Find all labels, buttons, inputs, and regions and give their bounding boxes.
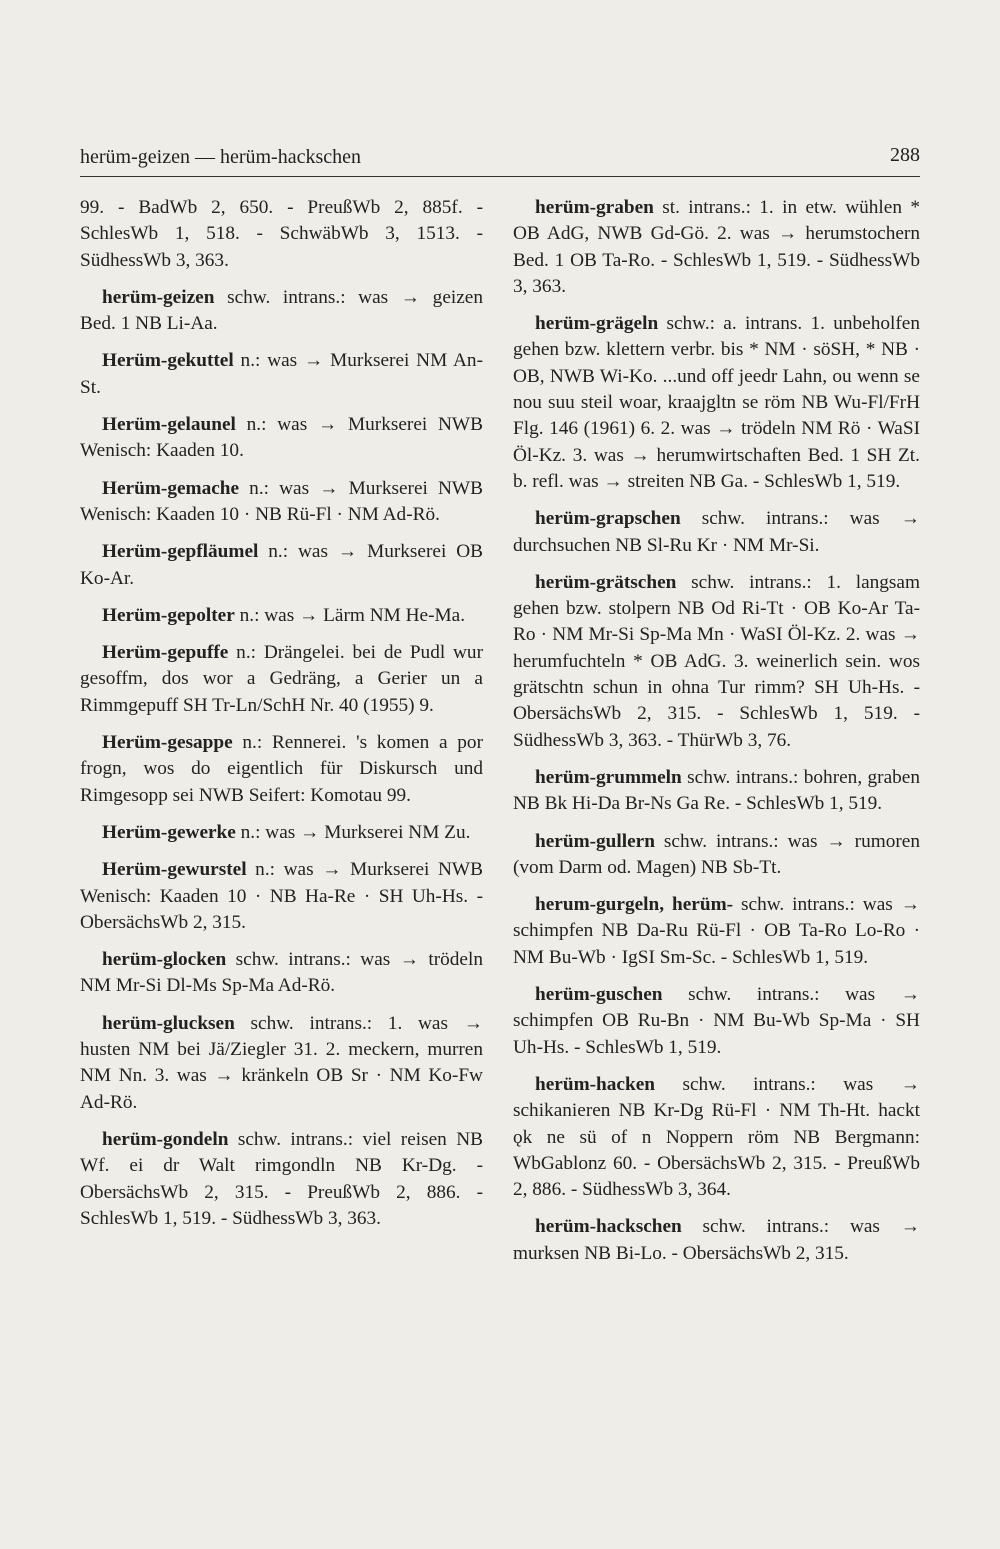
entry-text: schw. intrans.: was → schikanieren NB Kr-Dg Rü-Fl · NM Th-Ht. hackt ǫk ne sü of n Noppern röm NB Bergmann: WbGablonz 60. - ObersächsWb 2, 315. - PreußWb 2, 886. - SüdhessWb 3, 364. (513, 1073, 920, 1201)
entry-lemma: herüm-glucksen (102, 1012, 235, 1034)
entry-lemma: herüm-geizen (102, 286, 215, 308)
entry-text: schw. intrans.: was → schimpfen OB Ru-Bn · NM Bu-Wb Sp-Ma · SH Uh-Hs. - SchlesWb 1, 519. (513, 984, 920, 1058)
entry-text: n.: was → Murkserei NM Zu. (235, 821, 471, 843)
dictionary-entry (513, 982, 920, 1061)
dictionary-entry (513, 570, 920, 754)
entry-lemma: herum-gurgeln, herüm- (535, 894, 734, 916)
entry-lemma: Herüm-gepfläumel (102, 541, 259, 563)
entry-lemma: Herüm-gewerke (102, 821, 236, 843)
entry-lemma: herüm-gondeln (102, 1128, 229, 1150)
entry-lemma: herüm-grägeln (535, 313, 659, 335)
entry-lemma: Herüm-gepuffe (102, 642, 229, 664)
entry-lemma: herüm-glocken (102, 949, 227, 971)
entry-lemma: herüm-graben (535, 197, 654, 218)
dictionary-entry (80, 195, 483, 274)
left-column (80, 195, 483, 1243)
entry-text: n.: was → Murkserei NWB Wenisch: Kaaden 10 · NB Rü-Fl · NM Ad-Rö. (80, 477, 483, 525)
entry-text: schw. intrans.: was → geizen Bed. 1 NB Li-Aa. (80, 286, 483, 335)
entry-text: n.: was → Murkserei NWB Wenisch: Kaaden 10 · NB Ha-Re · SH Uh-Hs. - ObersächsWb 2, 315. (80, 859, 483, 933)
entry-lemma: herüm-hacken (535, 1073, 655, 1095)
dictionary-entry (513, 195, 920, 300)
running-title: herüm-geizen — herüm-hackschen (80, 146, 361, 168)
dictionary-entry (80, 857, 483, 936)
entry-lemma: Herüm-gemache (102, 477, 240, 499)
dictionary-entry (80, 603, 483, 629)
entry-text: n.: was → Murkserei NM An-St. (80, 350, 483, 398)
entry-lemma: herüm-guschen (535, 984, 663, 1006)
entry-lemma: herüm-hackschen (535, 1216, 682, 1238)
entry-lemma: Herüm-gelaunel (102, 414, 236, 436)
entry-text: n.: Drängelei. bei de Pudl wur gesoffm, dos wor a Gedräng, a Gerier un a Rimmgepuff SH Tr-Ln/SchH Nr. 40 (1955) 9. (80, 642, 483, 716)
entry-lemma: Herüm-gepolter (102, 604, 235, 626)
entry-text: schw. intrans.: bohren, graben NB Bk Hi-Da Br-Ns Ga Re. - SchlesWb 1, 519. (513, 766, 920, 815)
entry-text: schw. intrans.: was → rumoren (vom Darm od. Magen) NB Sb-Tt. (513, 830, 920, 878)
entry-lemma: herüm-grummeln (535, 766, 682, 788)
dictionary-entry (80, 820, 483, 846)
entry-text: schw. intrans.: 1. langsam gehen bzw. stolpern NB Od Ri-Tt · OB Ko-Ar Ta-Ro · NM Mr-Si Sp-Ma Mn · WaSI Öl-Kz. 2. was → herumfuchteln * OB AdG. 3. weinerlich sein. wos grätschtn schun in ohna Tur rimm? SH Uh-Hs. - ObersächsWb 2, 315. - SchlesWb 1, 519. - SüdhessWb 3, 363. - ThürWb 3, 76. (513, 571, 920, 751)
entry-text: schw. intrans.: was → trödeln NM Mr-Si Dl-Ms Sp-Ma Ad-Rö. (80, 949, 483, 997)
entry-text: schw.: a. intrans. 1. unbeholfen gehen bzw. klettern verbr. bis * NM · söSH, * NB · OB, NWB Wi-Ko. ...und off jeedr Lahn, ou wenn se nou suu steil woar, kraajgltn se röm NB Wu-Fl/FrH Flg. 146 (1961) 6. 2. was → trödeln NM Rö · WaSI Öl-Kz. 3. was → herumwirtschaften Bed. 1 SH Zt. b. refl. was → streiten NB Ga. - SchlesWb 1, 519. (513, 313, 920, 492)
page-number: 288 (890, 144, 920, 166)
entry-text: n.: was → Murkserei NWB Wenisch: Kaaden 10. (80, 414, 483, 462)
dictionary-entry (80, 476, 483, 529)
page-header (80, 140, 920, 177)
entry-text: schw. intrans.: was → murksen NB Bi-Lo. - ObersächsWb 2, 315. (513, 1216, 920, 1264)
dictionary-entry (513, 829, 920, 882)
dictionary-entry (80, 539, 483, 592)
entry-lemma: herüm-grapschen (535, 508, 681, 530)
entry-text: 99. - BadWb 2, 650. - PreußWb 2, 885f. - SchlesWb 1, 518. - SchwäbWb 3, 1513. - SüdhessWb 3, 363. (80, 197, 483, 271)
entry-text: n.: was → Murkserei OB Ko-Ar. (80, 541, 483, 589)
dictionary-entry (80, 640, 483, 719)
dictionary-entry (80, 412, 483, 465)
dictionary-entry (513, 1072, 920, 1203)
dictionary-entry (513, 506, 920, 559)
dictionary-entry (80, 730, 483, 809)
dictionary-entry (513, 892, 920, 971)
entry-text: n.: was → Lärm NM He-Ma. (234, 604, 466, 626)
dictionary-entry (80, 947, 483, 1000)
dictionary-entry (80, 348, 483, 401)
entry-text: schw. intrans.: 1. was → husten NM bei Jä/Ziegler 31. 2. meckern, murren NM Nn. 3. was → kränkeln OB Sr · NM Ko-Fw Ad-Rö. (80, 1012, 483, 1113)
entry-text: schw. intrans.: was → schimpfen NB Da-Ru Rü-Fl · OB Ta-Ro Lo-Ro · NM Bu-Wb · IgSI Sm-Sc. - SchlesWb 1, 519. (513, 894, 920, 968)
entry-lemma: Herüm-gesappe (102, 732, 233, 754)
entry-lemma: Herüm-gekuttel (102, 350, 234, 372)
dictionary-entry (80, 1127, 483, 1232)
entry-text: st. intrans.: 1. in etw. wühlen * OB AdG, NWB Gd-Gö. 2. was → herumstochern Bed. 1 OB Ta-Ro. - SchlesWb 1, 519. - SüdhessWb 3, 363. (513, 197, 920, 297)
entry-text: schw. intrans.: viel reisen NB Wf. ei dr Walt rimgondln NB Kr-Dg. - ObersächsWb 2, 315. - PreußWb 2, 886. - SchlesWb 1, 519. - SüdhessWb 3, 363. (80, 1128, 483, 1229)
entry-lemma: Herüm-gewurstel (102, 859, 247, 881)
dictionary-entry (513, 1214, 920, 1267)
right-column (513, 195, 920, 1278)
dictionary-entry (513, 311, 920, 495)
dictionary-entry (80, 285, 483, 338)
entry-lemma: herüm-grätschen (535, 571, 677, 593)
entry-lemma: herüm-gullern (535, 830, 655, 852)
entry-text: schw. intrans.: was → durchsuchen NB Sl-Ru Kr · NM Mr-Si. (513, 508, 920, 556)
dictionary-entry (80, 1011, 483, 1116)
entry-text: n.: Rennerei. 's komen a por frogn, wos do eigentlich für Diskursch und Rimgesopp sei NWB Seifert: Komotau 99. (80, 732, 483, 806)
dictionary-entry (513, 765, 920, 818)
